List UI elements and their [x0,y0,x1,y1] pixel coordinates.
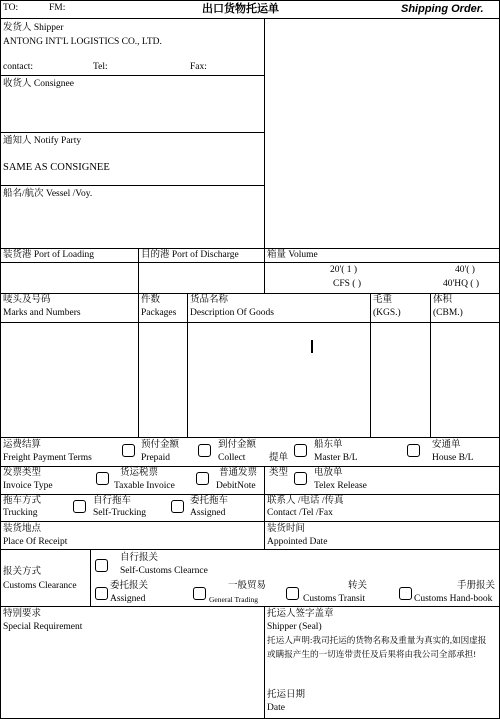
divider [264,248,265,293]
divider [0,494,499,495]
shipping-date-cn: 托运日期 [267,690,306,700]
telex-release-checkbox[interactable] [294,472,307,485]
assigned-customs-checkbox[interactable] [95,587,108,600]
customs-cn: 报关方式 [3,567,42,577]
divider [0,437,499,438]
declaration-line-1: 托运人声明:我司托运的货物名称及重量为真实的,如因虚报 [267,635,487,645]
cfs[interactable]: CFS ( ) [333,279,361,289]
fm-label: FM: [49,3,66,13]
self-trucking-en: Self-Trucking [93,508,146,518]
notify-value[interactable]: SAME AS CONSIGNEE [3,162,110,173]
marks-cn: 唛头及号码 [3,295,51,305]
general-trading-cn: 一般贸易 [228,581,267,591]
taxable-invoice-en: Taxable Invoice [114,481,175,491]
prepaid-checkbox[interactable] [122,444,135,457]
volume-en: (CBM.) [433,308,463,318]
taxable-invoice-cn: 货运税票 [120,468,159,478]
border-top [0,0,499,1]
customs-en: Customs Clearance [3,581,77,591]
tel-label: Tel: [93,62,108,72]
telex-release-cn: 电放单 [314,468,343,478]
description-cn: 货品名称 [190,295,229,305]
type-label: 类型 [269,468,289,478]
customs-transit-checkbox[interactable] [286,587,299,600]
customs-transit-en: Customs Transit [303,594,366,604]
customs-handbook-cn: 手册报关 [457,581,496,591]
volume-cn: 体积 [433,295,453,305]
assigned-trucking-en: Assigned [190,508,226,518]
self-customs-cn: 自行报关 [120,553,159,563]
divider [264,606,265,719]
title-en: Shipping Order. [401,3,484,15]
trucking-en: Trucking [3,508,38,518]
telex-release-en: Telex Release [314,481,367,491]
volume-label: 箱量 Volume [267,250,318,260]
master-bl-checkbox[interactable] [294,444,307,457]
text-cursor [311,340,313,353]
prepaid-en: Prepaid [141,453,171,463]
divider [0,466,499,467]
gross-weight-cn: 毛重 [373,295,393,305]
customs-handbook-en: Customs Hand-book [414,594,493,604]
shipper-label: 发货人 Shipper [3,23,64,33]
divider [0,248,499,249]
self-customs-checkbox[interactable] [95,559,108,572]
debit-note-checkbox[interactable] [196,472,209,485]
gross-weight-en: (KGS.) [373,308,401,318]
special-requirement-cn: 特别要求 [3,609,42,619]
divider [0,322,499,323]
contact-en: Contact /Tel /Fax [267,508,333,518]
self-trucking-checkbox[interactable] [73,500,86,513]
fax-label: Fax: [190,62,207,72]
appointed-date-en: Appointed Date [267,537,328,547]
assigned-trucking-cn: 委托拖车 [190,496,229,506]
self-trucking-cn: 自行拖车 [93,496,132,506]
divider [0,18,499,19]
divider [0,75,264,76]
divider [90,549,91,606]
debit-note-en: DebitNote [216,481,256,491]
debit-note-cn: 普通发票 [219,468,258,478]
collect-en: Collect [218,453,246,463]
to-label: TO: [3,3,19,13]
contact-cn: 联系人 /电话 /传真 [267,496,344,506]
assigned-trucking-checkbox[interactable] [171,500,184,513]
description-en: Description Of Goods [190,308,274,318]
assigned-customs-en: Assigned [110,594,146,604]
master-bl-cn: 船东单 [314,440,343,450]
shipper-seal-cn: 托运人签字盖章 [267,609,334,619]
divider [0,549,499,550]
self-customs-en: Self-Customs Clearnce [120,566,208,576]
house-bl-checkbox[interactable] [407,444,420,457]
notify-label: 通知人 Notify Party [3,136,82,146]
taxable-invoice-checkbox[interactable] [96,472,109,485]
invoice-cn: 发票类型 [3,468,42,478]
trucking-cn: 拖车方式 [3,496,42,506]
divider [0,262,499,263]
divider [0,293,499,294]
container-40hq[interactable]: 40'HQ ( ) [443,279,480,289]
declaration-line-2: 或瞒报产生的一切连带责任及后果将由我公司全部承担! [267,649,477,659]
container-40[interactable]: 40'( ) [455,265,475,275]
divider [187,293,188,437]
divider [0,185,264,186]
divider [264,18,265,248]
appointed-date-cn: 装货时间 [267,524,306,534]
title-cn: 出口货物托运单 [202,3,279,15]
house-bl-en: House B/L [432,453,474,463]
customs-transit-cn: 转关 [348,581,368,591]
special-requirement-en: Special Requirement [3,622,83,632]
place-receipt-cn: 装货地点 [3,524,42,534]
packages-en: Packages [141,308,177,318]
divider [138,293,139,437]
house-bl-cn: 安通单 [432,440,461,450]
customs-handbook-checkbox[interactable] [399,587,412,600]
collect-cn: 到付金额 [218,440,257,450]
divider [370,293,371,437]
shipping-date-en: Date [267,703,285,713]
general-trading-en: General Trading [209,595,258,604]
container-20[interactable]: 20'( 1 ) [330,265,358,275]
shipper-seal-en: Shipper (Seal) [267,622,322,632]
border-left [0,0,1,719]
prepaid-cn: 预付金额 [141,440,180,450]
divider [0,521,499,522]
divider [264,466,265,494]
collect-checkbox[interactable] [198,444,211,457]
general-trading-checkbox[interactable] [193,587,206,600]
freight-cn: 运费结算 [3,440,42,450]
divider [138,248,139,293]
assigned-customs-cn: 委托报关 [110,581,149,591]
shipper-value[interactable]: ANTONG INT'L LOGISTICS CO., LTD. [3,37,162,47]
contact-label: contact: [3,62,34,72]
place-receipt-en: Place Of Receipt [3,537,68,547]
marks-en: Marks and Numbers [3,308,81,318]
divider [430,293,431,437]
divider [0,132,264,133]
freight-en: Freight Payment Terms [3,453,92,463]
packages-cn: 件数 [141,295,161,305]
port-loading-label: 装货港 Port of Loading [3,250,95,260]
port-discharge-label: 目的港 Port of Discharge [141,250,239,260]
invoice-en: Invoice Type [3,481,53,491]
master-bl-en: Master B/L [314,453,358,463]
consignee-label: 收货人 Consignee [3,79,74,89]
divider [0,606,499,607]
bl-label: 提单 [269,453,289,463]
vessel-label: 船名/航次 Vessel /Voy. [3,189,93,199]
